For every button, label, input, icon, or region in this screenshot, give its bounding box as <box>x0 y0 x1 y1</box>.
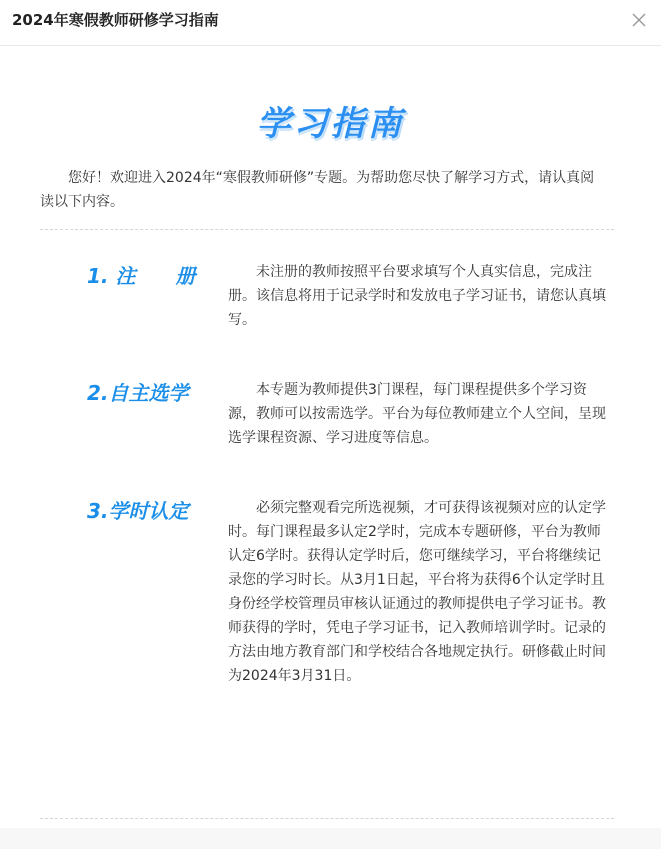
dialog-title: 2024年寒假教师研修学习指南 <box>12 11 219 29</box>
close-button[interactable] <box>629 10 649 30</box>
section-heading-self-study: 2.自主选学 <box>87 381 189 405</box>
section-heading-register: 1. 注 册 <box>87 264 196 288</box>
guide-title: 学习指南 <box>256 104 405 144</box>
bottom-divider <box>40 818 614 819</box>
intro-text: 您好！欢迎进入2024年“寒假教师研修”专题。为帮助您尽快了解学习方式，请认真阅读以下内容。 <box>40 170 595 210</box>
section-body-register: 未注册的教师按照平台要求填写个人真实信息，完成注册。该信息将用于记录学时和发放电子学习证书，请您认真填写。 <box>228 264 606 328</box>
dialog-header <box>0 0 661 46</box>
dialog-footer <box>0 828 661 849</box>
section-body-credit-hours: 必须完整观看完所选视频，才可获得该视频对应的认定学时。每门课程最多认定2学时，完成本专题研修，平台为教师认定6学时。获得认定学时后，您可继续学习，平台将继续记录您的学习时长。从3月1日起，平台将为获得6个认定学时且身份经学校管理员审核认证通过的教师提供电子学习证书。教师获得的学时，凭电子学习证书，记入教师培训学时。记录的方法由地方教育部门和学校结合各地规定执行。研修截止时间为2024年3月31日。 <box>228 500 606 684</box>
section-body-self-study: 本专题为教师提供3门课程，每门课程提供多个学习资源，教师可以按需选学。平台为每位教师建立个人空间，呈现选学课程资源、学习进度等信息。 <box>228 382 606 446</box>
divider <box>40 229 614 230</box>
close-icon <box>629 10 649 30</box>
dialog-content <box>0 46 661 819</box>
section-heading-credit-hours: 3.学时认定 <box>87 499 189 523</box>
